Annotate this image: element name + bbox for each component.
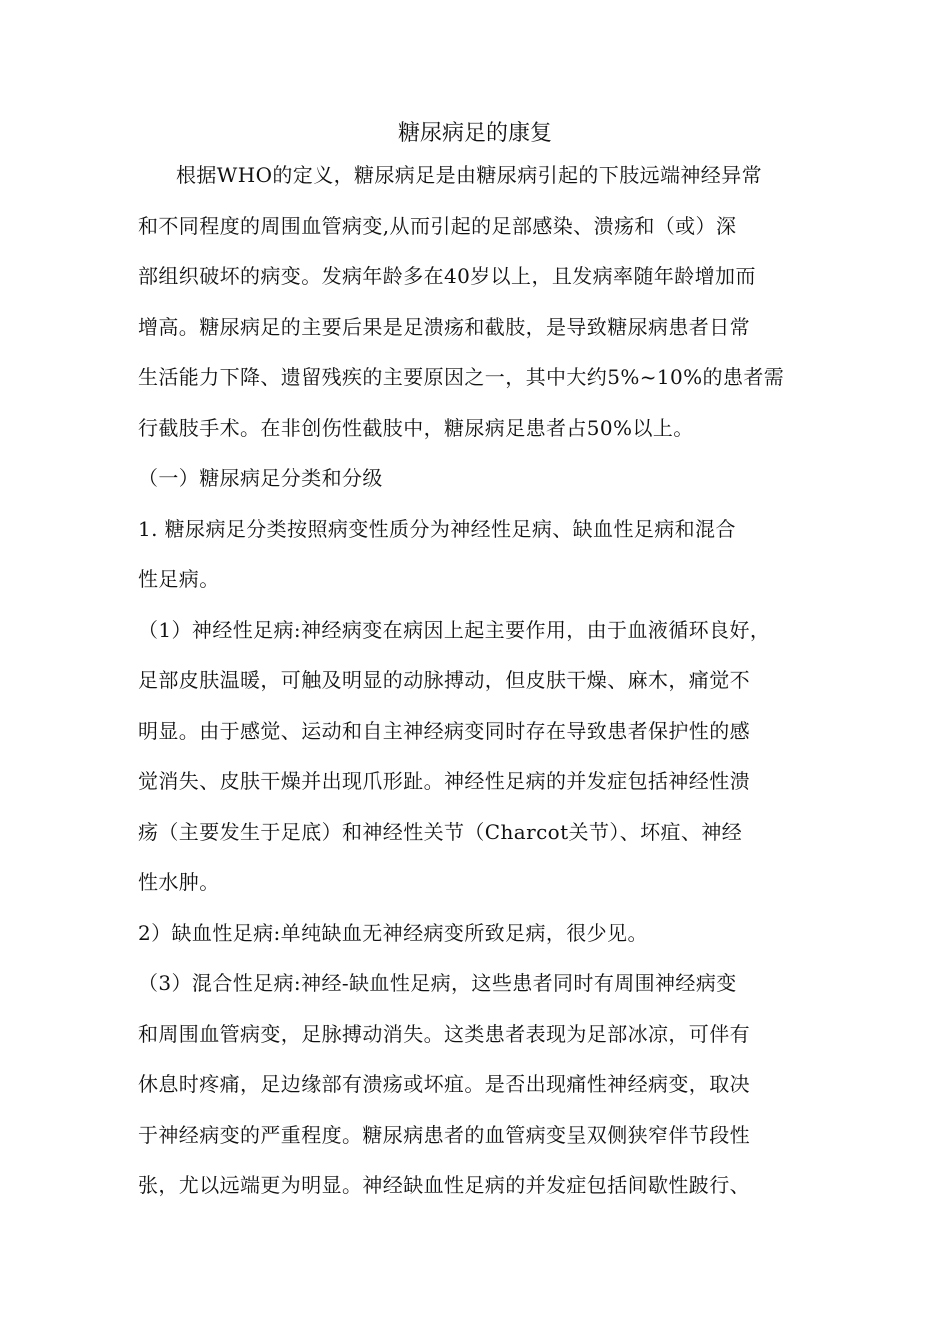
text-line: 疡（主要发生于足底）和神经性关节（Charcot关节）、坏疽、神经: [138, 819, 743, 844]
text-line: 2）缺血性足病:单纯缺血无神经病变所致足病，很少见。: [138, 920, 648, 945]
text-line: 行截肢手术。在非创伤性截肢中，糖尿病足患者占50%以上。: [138, 415, 694, 440]
text-line: 和周围血管病变，足脉搏动消失。这类患者表现为足部冰凉，可伴有: [138, 1021, 750, 1046]
text-line: 1. 糖尿病足分类按照病变性质分为神经性足病、缺血性足病和混合: [138, 516, 736, 541]
text-line: （3）混合性足病:神经-缺血性足病，这些患者同时有周围神经病变: [138, 971, 737, 995]
text-line: 性水肿。: [138, 870, 220, 894]
text-line: 部组织破坏的病变。发病年龄多在40岁以上，且发病率随年龄增加而: [138, 264, 756, 288]
text-line: 生活能力下降、遗留残疾的主要原因之一，其中大约5%~10%的患者需: [138, 365, 785, 389]
text-line: 足部皮肤温暖，可触及明显的动脉搏动，但皮肤干燥、麻木，痛觉不: [138, 668, 750, 692]
text-line: 休息时疼痛，足边缘部有溃疡或坏疽。是否出现痛性神经病变，取决: [138, 1072, 750, 1096]
text-line: 张，尤以远端更为明显。神经缺血性足病的并发症包括间歇性跛行、: [138, 1173, 750, 1197]
text-line: 觉消失、皮肤干燥并出现爪形趾。神经性足病的并发症包括神经性溃: [138, 769, 750, 793]
document-body: [138, 156, 818, 1217]
text-line: 根据WHO的定义，糖尿病足是由糖尿病引起的下肢远端神经异常: [176, 163, 762, 187]
text-line: 明显。由于感觉、运动和自主神经病变同时存在导致患者保护性的感: [138, 718, 750, 743]
text-line: 于神经病变的严重程度。糖尿病患者的血管病变呈双侧狭窄伴节段性: [138, 1122, 750, 1147]
text-line: 和不同程度的周围血管病变,从而引起的足部感染、溃疡和（或）深: [138, 213, 737, 238]
page-title: 糖尿病足的康复: [397, 121, 552, 146]
text-line: 增高。糖尿病足的主要后果是足溃疡和截肢，是导致糖尿病患者日常: [138, 314, 750, 339]
text-line: 性足病。: [138, 567, 220, 591]
text-line: （1）神经性足病:神经病变在病因上起主要作用，由于血液循环良好，: [138, 617, 771, 642]
text-line: （一）糖尿病足分类和分级: [138, 466, 383, 490]
